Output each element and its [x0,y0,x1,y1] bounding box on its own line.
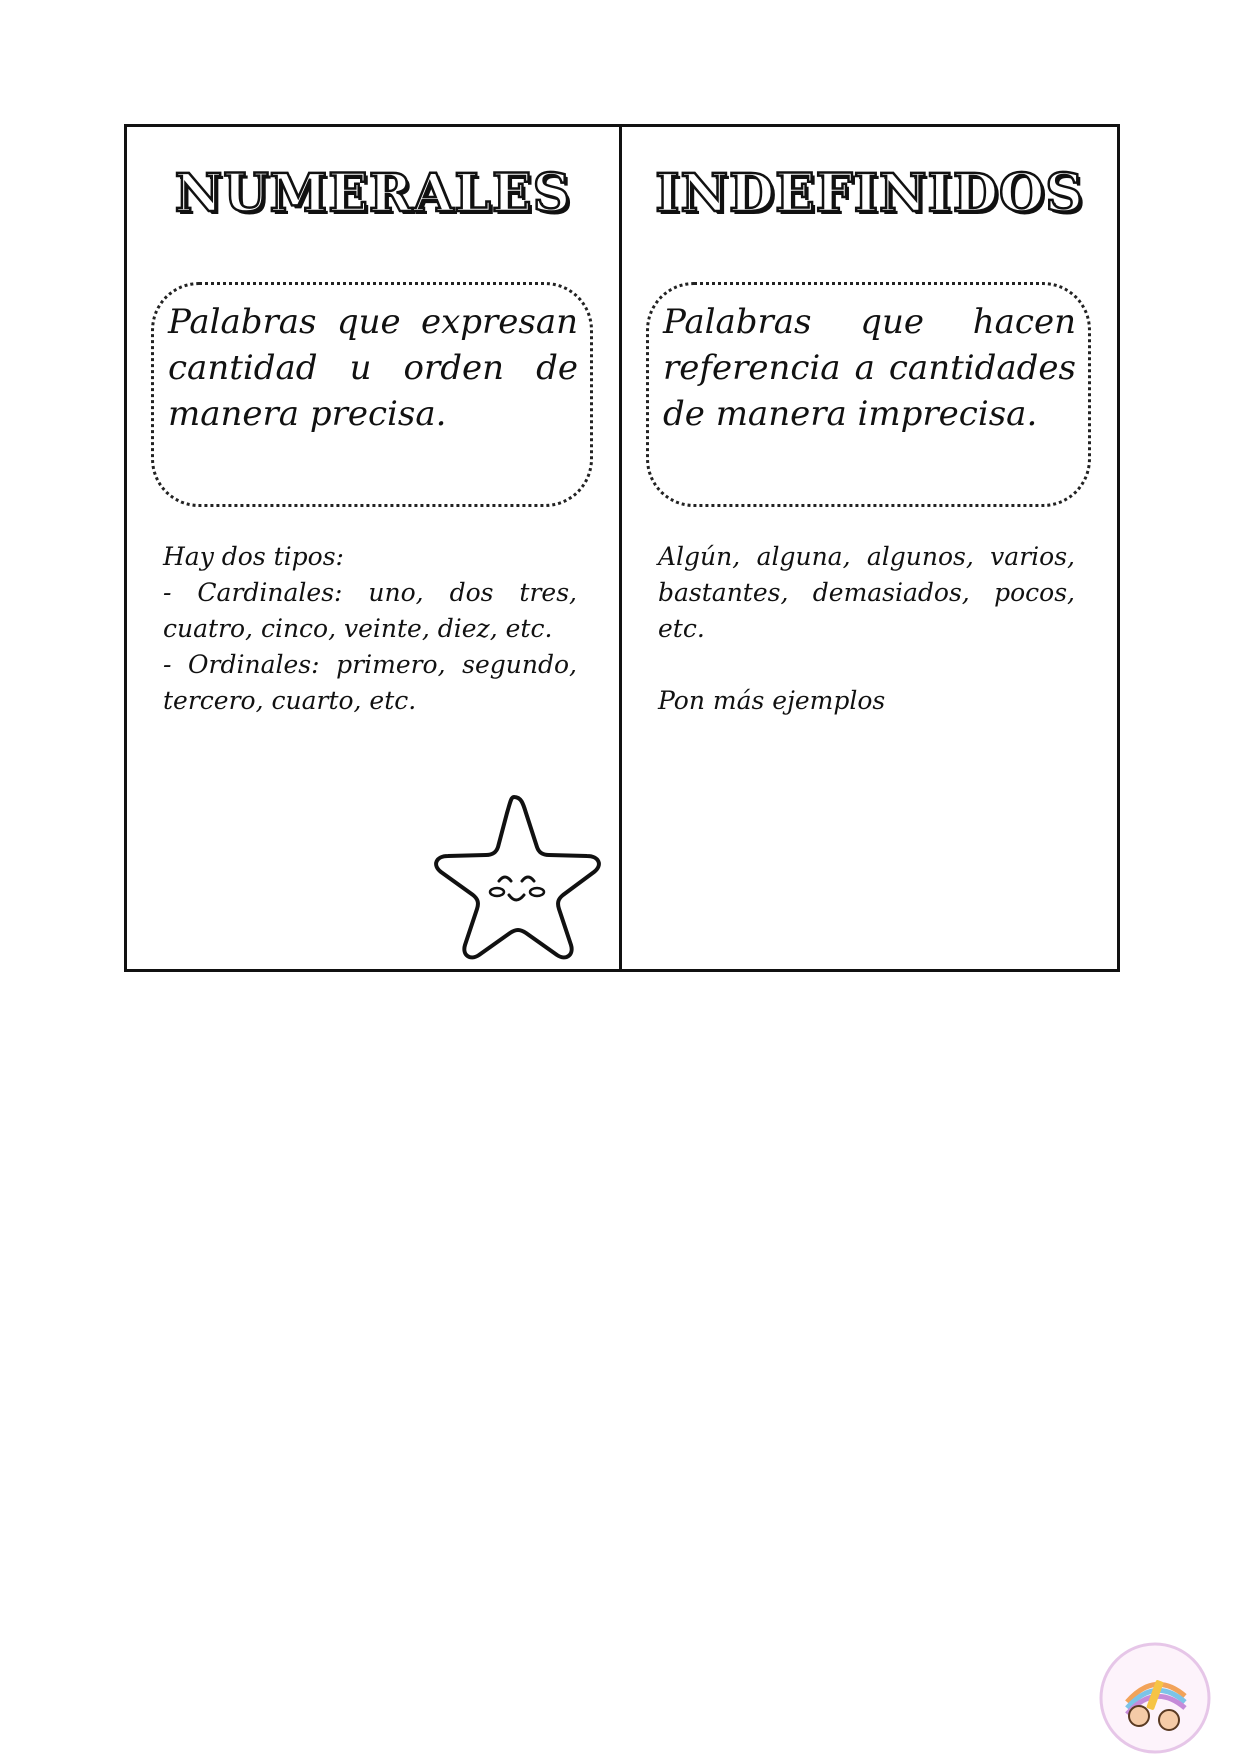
types-intro: Hay dos tipos: [163,542,344,571]
worksheet-card [124,124,1120,972]
numerales-column [127,127,622,969]
indefinidos-definition-box [646,282,1091,507]
children-pencil-logo-icon [1097,1640,1213,1756]
spacer [658,647,1075,683]
indefinidos-title: INDEFINIDOS [655,163,1084,224]
cardinales-line: - Cardinales: uno, dos tres, cuatro, cinco, veinte, diez, etc. [163,578,577,643]
numerales-title: NUMERALES [174,163,572,224]
smiling-star-icon [419,789,609,969]
indefinidos-column [622,127,1117,969]
indefinidos-examples-block [658,539,1075,719]
numerales-definition: Palabras que expresan cantidad u orden de manera precisa. [168,302,578,434]
ordinales-line: - Ordinales: primero, segundo, tercero, cuarto, etc. [163,650,577,715]
numerales-definition-box [151,282,593,507]
numerales-types [163,539,577,719]
indefinidos-definition: Palabras que hacen referencia a cantidades de manera imprecisa. [663,302,1076,434]
indefinidos-examples: Algún, alguna, algunos, varios, bastantes, demasiados, pocos, etc. [658,542,1075,643]
more-examples-prompt: Pon más ejemplos [658,686,886,715]
